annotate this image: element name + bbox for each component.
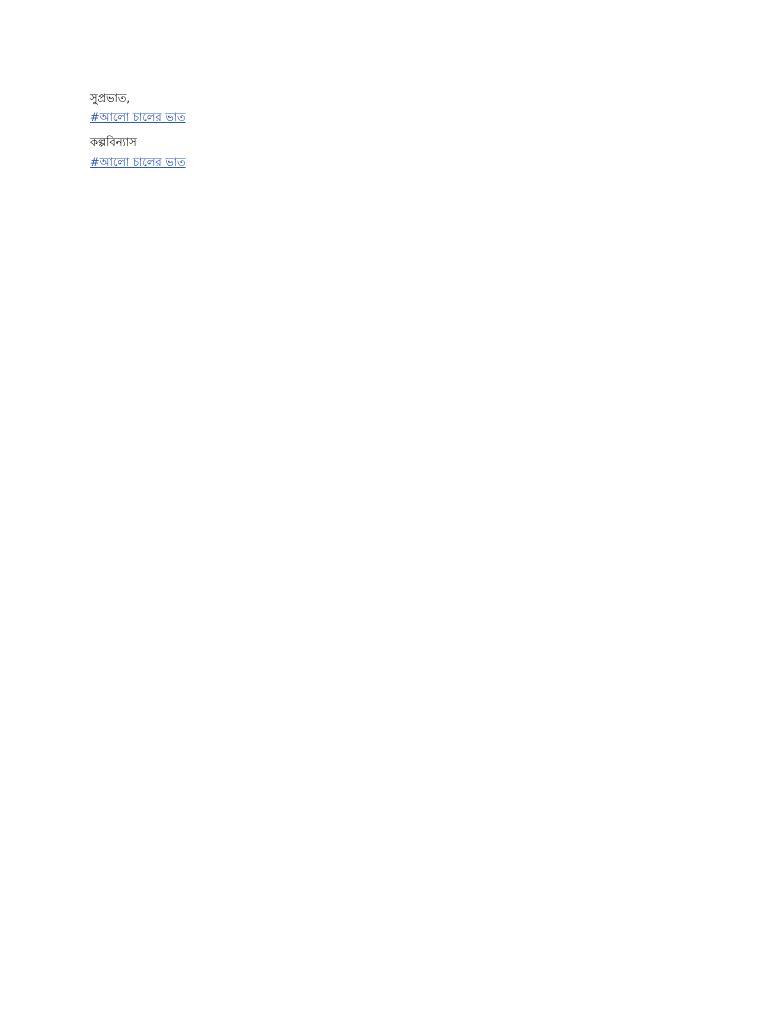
section-heading: কল্পবিন্যাস: [90, 134, 137, 149]
hashtag-link-2[interactable]: #আলো চালের ভাত: [90, 155, 186, 170]
hashtag-link[interactable]: #আলো চালের ভাত: [90, 110, 186, 125]
intro-paragraph: [90, 109, 680, 126]
hashtag-line: [90, 154, 680, 171]
document-page: [90, 90, 680, 174]
greeting: সুপ্রভাত,: [90, 91, 130, 105]
